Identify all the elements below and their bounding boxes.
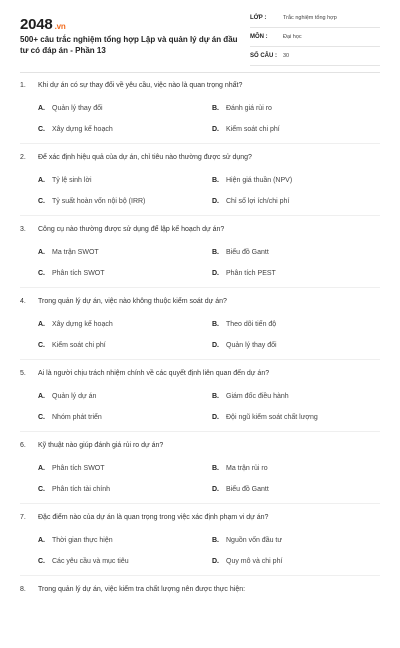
- option-letter: B.: [212, 321, 219, 328]
- option-letter: D.: [212, 270, 219, 277]
- option-letter: D.: [212, 414, 219, 421]
- option-text: Ma trận SWOT: [52, 249, 99, 256]
- option-text: Biểu đồ Gantt: [226, 486, 269, 493]
- option-letter: C.: [38, 198, 45, 205]
- option-letter: C.: [38, 270, 45, 277]
- answer-option-a[interactable]: [38, 537, 113, 544]
- option-letter: B.: [212, 465, 219, 472]
- answer-option-c[interactable]: [38, 486, 110, 493]
- answer-option-c[interactable]: [38, 342, 106, 349]
- answer-option-d[interactable]: [212, 342, 277, 349]
- option-text: Quản lý thay đổi: [226, 342, 277, 349]
- meta-label-socau: SỐ CÂU :: [250, 53, 277, 59]
- answer-option-b[interactable]: [212, 321, 276, 328]
- answer-option-a[interactable]: [38, 393, 96, 400]
- answer-option-d[interactable]: [212, 558, 282, 565]
- option-text: Biểu đồ Gantt: [226, 249, 269, 256]
- answer-option-c[interactable]: [38, 198, 145, 205]
- option-text: Phân tích SWOT: [52, 465, 105, 472]
- option-text: Theo dõi tiến độ: [226, 321, 277, 328]
- option-letter: D.: [212, 558, 219, 565]
- question-number: 1.: [20, 82, 26, 89]
- option-letter: B.: [212, 393, 219, 400]
- question-item: [0, 432, 400, 504]
- answer-option-a[interactable]: [38, 465, 105, 472]
- option-letter: A.: [38, 537, 45, 544]
- option-text: Ma trận rủi ro: [226, 465, 268, 472]
- question-text: Kỹ thuật nào giúp đánh giá rủi ro dự án?: [38, 442, 164, 449]
- meta-row-lop: [250, 12, 380, 28]
- answer-option-a[interactable]: [38, 105, 103, 112]
- question-item: [0, 576, 400, 648]
- question-list: [0, 72, 400, 648]
- question-item: [0, 288, 400, 360]
- option-text: Quản lý dự án: [52, 393, 97, 400]
- option-letter: D.: [212, 486, 219, 493]
- option-text: Phân tích PEST: [226, 270, 276, 277]
- question-number: 7.: [20, 514, 26, 521]
- answer-option-a[interactable]: [38, 321, 113, 328]
- option-text: Tỷ suất hoàn vốn nội bộ (IRR): [52, 198, 146, 205]
- page-header: [0, 0, 400, 70]
- option-text: Xây dựng kế hoạch: [52, 126, 113, 133]
- answer-option-a[interactable]: [38, 249, 99, 256]
- meta-label-mon: MÔN :: [250, 34, 268, 40]
- question-number: 2.: [20, 154, 26, 161]
- question-number: 5.: [20, 370, 26, 377]
- answer-option-c[interactable]: [38, 126, 113, 133]
- answer-option-b[interactable]: [212, 249, 269, 256]
- option-letter: B.: [212, 249, 219, 256]
- option-text: Các yêu cầu và mục tiêu: [52, 558, 129, 565]
- option-letter: D.: [212, 198, 219, 205]
- meta-value-socau: 30: [283, 53, 290, 59]
- meta-row-mon: [250, 31, 380, 47]
- question-number: 8.: [20, 586, 26, 593]
- question-number: 4.: [20, 298, 26, 305]
- option-text: Nhóm phát triển: [52, 414, 102, 421]
- option-text: Kiểm soát chi phí: [226, 126, 280, 133]
- answer-option-b[interactable]: [212, 537, 282, 544]
- option-letter: B.: [212, 537, 219, 544]
- answer-option-b[interactable]: [212, 177, 292, 184]
- option-letter: A.: [38, 177, 45, 184]
- option-text: Chỉ số lợi ích/chi phí: [226, 198, 290, 205]
- option-text: Thời gian thực hiện: [52, 537, 113, 544]
- option-text: Phân tích tài chính: [52, 486, 110, 493]
- answer-option-c[interactable]: [38, 558, 129, 565]
- logo-main: 2048: [20, 16, 53, 33]
- question-text: Trong quản lý dự án, việc nào không thuộc kiểm soát dự án?: [38, 298, 227, 305]
- option-letter: A.: [38, 321, 45, 328]
- option-text: Quản lý thay đổi: [52, 105, 103, 112]
- answer-option-d[interactable]: [212, 414, 318, 421]
- option-letter: C.: [38, 486, 45, 493]
- answer-option-c[interactable]: [38, 270, 105, 277]
- option-text: Nguồn vốn đầu tư: [226, 537, 283, 544]
- meta-value-mon: Đại học: [283, 34, 302, 40]
- option-letter: C.: [38, 342, 45, 349]
- meta-value-lop: Trắc nghiệm tổng hợp: [283, 15, 337, 21]
- option-text: Phân tích SWOT: [52, 270, 105, 277]
- answer-option-a[interactable]: [38, 177, 92, 184]
- option-text: Đánh giá rủi ro: [226, 105, 272, 112]
- question-text: Đặc điểm nào của dự án là quan trọng trong việc xác định phạm vi dự án?: [38, 514, 269, 521]
- answer-option-d[interactable]: [212, 486, 269, 493]
- question-item: [0, 216, 400, 288]
- logo-suffix: .vn: [54, 22, 66, 31]
- option-text: Quy mô và chi phí: [226, 558, 283, 565]
- question-item: [0, 144, 400, 216]
- answer-option-d[interactable]: [212, 198, 289, 205]
- option-letter: A.: [38, 249, 45, 256]
- question-number: 3.: [20, 226, 26, 233]
- question-text: Trong quản lý dự án, việc kiểm tra chất lượng nên được thực hiện:: [38, 586, 246, 593]
- option-letter: C.: [38, 126, 45, 133]
- site-logo[interactable]: [20, 16, 66, 33]
- option-letter: B.: [212, 177, 219, 184]
- answer-option-c[interactable]: [38, 414, 102, 421]
- option-text: Xây dựng kế hoạch: [52, 321, 113, 328]
- option-letter: A.: [38, 465, 45, 472]
- question-item: [0, 504, 400, 576]
- option-letter: A.: [38, 393, 45, 400]
- answer-option-b[interactable]: [212, 393, 289, 400]
- meta-info: [250, 12, 380, 69]
- option-text: Hiện giá thuần (NPV): [226, 177, 293, 184]
- answer-option-d[interactable]: [212, 126, 280, 133]
- question-text: Ai là người chịu trách nhiệm chính về các quyết định liên quan đến dự án?: [38, 370, 270, 377]
- page-title: 500+ câu trắc nghiệm tổng hợp Lập và quản lý dự án đầu tư có đáp án - Phần 13: [20, 35, 238, 55]
- option-text: Giám đốc điều hành: [226, 393, 289, 400]
- option-text: Kiểm soát chi phí: [52, 342, 106, 349]
- option-letter: C.: [38, 558, 45, 565]
- question-item: [0, 72, 400, 144]
- question-text: Để xác định hiệu quả của dự án, chỉ tiêu nào thường được sử dụng?: [38, 154, 252, 161]
- option-letter: A.: [38, 105, 45, 112]
- option-text: Đội ngũ kiểm soát chất lượng: [226, 414, 318, 421]
- question-text: Công cụ nào thường được sử dụng để lập kế hoạch dự án?: [38, 226, 225, 233]
- answer-option-d[interactable]: [212, 270, 276, 277]
- meta-label-lop: LỚP :: [250, 15, 267, 21]
- option-text: Tỷ lệ sinh lời: [52, 177, 92, 184]
- answer-option-b[interactable]: [212, 465, 268, 472]
- question-number: 6.: [20, 442, 26, 449]
- option-letter: D.: [212, 126, 219, 133]
- question-text: Khi dự án có sự thay đổi về yêu cầu, việc nào là quan trọng nhất?: [38, 82, 243, 89]
- meta-row-socau: [250, 50, 380, 66]
- question-item: [0, 360, 400, 432]
- option-letter: C.: [38, 414, 45, 421]
- option-letter: D.: [212, 342, 219, 349]
- option-letter: B.: [212, 105, 219, 112]
- answer-option-b[interactable]: [212, 105, 272, 112]
